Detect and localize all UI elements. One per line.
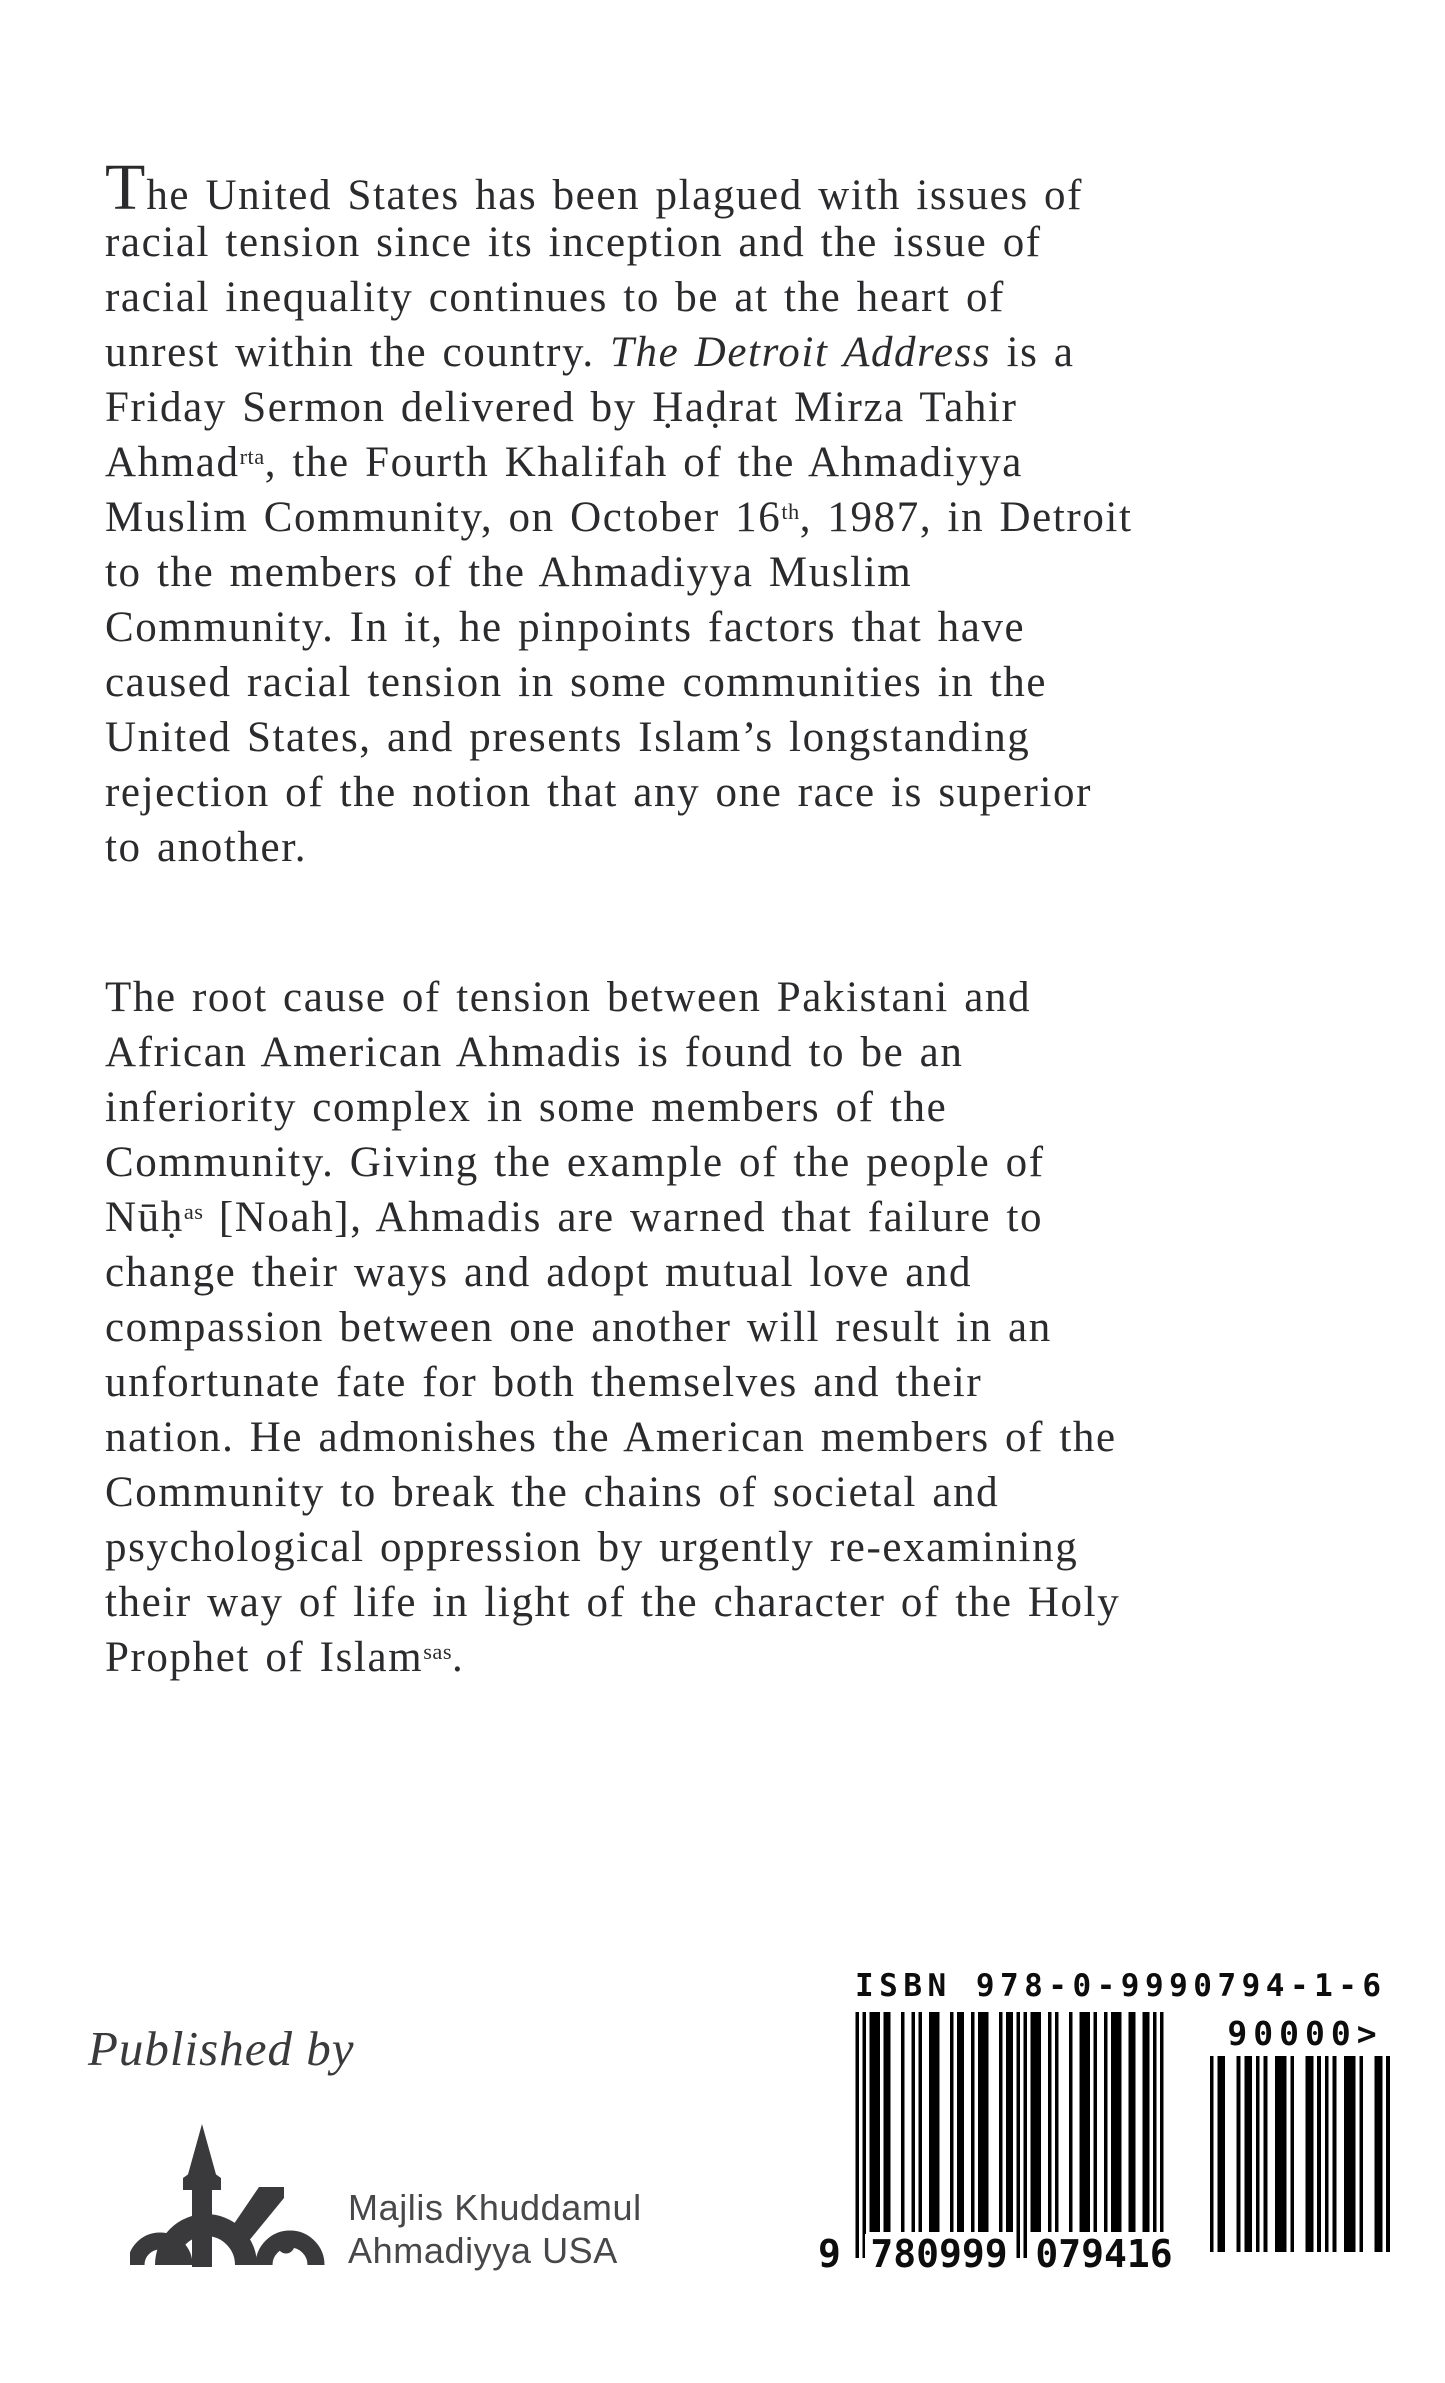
- synopsis-line: unfortunate fate for both themselves and their: [105, 1359, 983, 1406]
- synopsis-line: inferiority complex in some members of the: [105, 1084, 948, 1131]
- synopsis-line: to the members of the Ahmadiyya Muslim: [105, 549, 913, 596]
- synopsis-line: The root cause of tension between Pakistani and: [105, 974, 1032, 1021]
- synopsis-line: United States, and presents Islam’s longstanding: [105, 714, 1031, 761]
- synopsis-line: nation. He admonishes the American members of the: [105, 1414, 1117, 1461]
- published-by-label: Published by: [88, 2021, 355, 2076]
- synopsis-line: racial inequality continues to be at the heart of: [105, 274, 1005, 321]
- publisher-logo: [130, 2124, 750, 2274]
- synopsis-line: Community. In it, he pinpoints factors that have: [105, 604, 1026, 651]
- price-code-label: 90000>: [1227, 2014, 1383, 2053]
- synopsis-text: [105, 151, 1395, 1685]
- synopsis-paragraph: [105, 970, 1395, 1685]
- ean13-left-digit-group: 780999: [865, 2234, 1013, 2274]
- publisher-name: [348, 2186, 642, 2272]
- synopsis-line: rejection of the notion that any one race is superior: [105, 769, 1093, 816]
- mosque-minaret-icon: [130, 2124, 332, 2267]
- synopsis-line: Community to break the chains of societal and: [105, 1469, 1000, 1516]
- synopsis-line: psychological oppression by urgently re-examining: [105, 1524, 1079, 1571]
- isbn-number-label: ISBN 978-0-9990794-1-6: [855, 1968, 1387, 2004]
- synopsis-line: their way of life in light of the character of the Holy: [105, 1579, 1121, 1626]
- synopsis-line: caused racial tension in some communities in the: [105, 659, 1048, 706]
- ean13-right-digit-group: 079416: [1030, 2234, 1178, 2274]
- synopsis-line: compassion between one another will result in an: [105, 1304, 1052, 1351]
- synopsis-line: Ahmad$^{rta}$, the Fourth Khalifah of the Ahmadiyya: [105, 439, 1023, 486]
- synopsis-line: The United States has been plagued with issues of: [105, 151, 1084, 224]
- synopsis-line: change their ways and adopt mutual love and: [105, 1249, 973, 1296]
- synopsis-line: Community. Giving the example of the people of: [105, 1139, 1045, 1186]
- synopsis-line: unrest within the country. The Detroit Address is a: [105, 329, 1075, 376]
- publisher-name-line2: Ahmadiyya USA: [348, 2230, 618, 2271]
- ean13-barcode: [855, 2012, 1188, 2258]
- synopsis-line: Muslim Community, on October 16th, 1987, in Detroit: [105, 494, 1133, 541]
- ean5-supplement-barcode: [1206, 2056, 1390, 2252]
- synopsis-line: Friday Sermon delivered by Ḥaḍrat Mirza Tahir: [105, 384, 1018, 431]
- publisher-name-line1: Majlis Khuddamul: [348, 2187, 642, 2228]
- synopsis-line: Nūḥ$^{as}$ [Noah], Ahmadis are warned that failure to: [105, 1194, 1044, 1241]
- synopsis-line: African American Ahmadis is found to be an: [105, 1029, 964, 1076]
- synopsis-line: Prophet of Islam$^{sas}$.: [105, 1634, 465, 1681]
- isbn-barcode-block: [820, 1968, 1395, 2288]
- synopsis-paragraph: [105, 151, 1395, 875]
- synopsis-line: to another.: [105, 824, 308, 871]
- ean13-first-digit: 9: [818, 2234, 848, 2274]
- synopsis-line: racial tension since its inception and the issue of: [105, 219, 1042, 266]
